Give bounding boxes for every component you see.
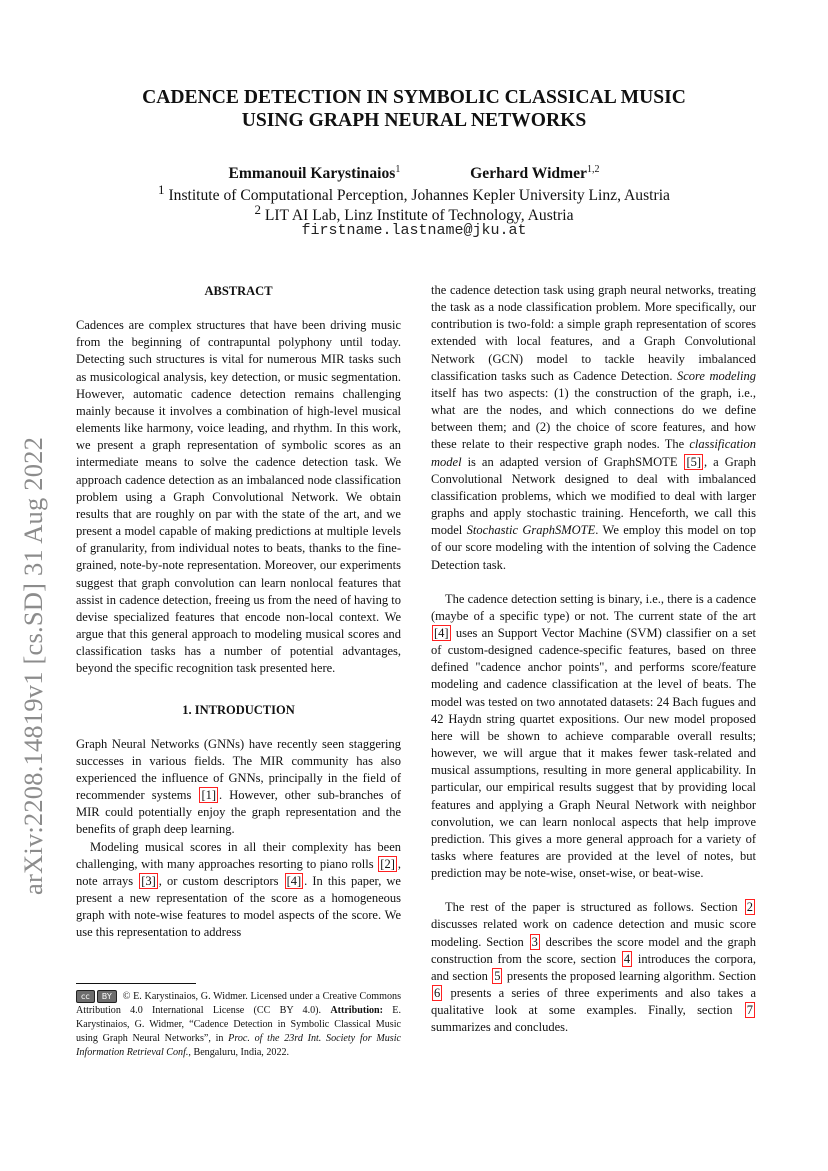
citation-3-link[interactable]: [3] xyxy=(141,873,156,888)
rp3-g: summarizes and concludes. xyxy=(431,1020,569,1035)
intro-paragraph-2 xyxy=(76,839,401,942)
by-icon: BY xyxy=(97,990,117,1003)
rp3-b: discusses related work on cadence detection and music score modeling. Section xyxy=(431,917,756,949)
rp3-e: presents the proposed learning algorithm. Section xyxy=(503,968,756,983)
affiliation-1-mark: 1 xyxy=(158,182,165,197)
affiliation-2-text: LIT AI Lab, Linz Institute of Technology, Austria xyxy=(264,207,574,225)
footnote-text-3: , Bengaluru, India, 2022. xyxy=(188,1047,290,1058)
rp3-a: The rest of the paper is structured as follows. Section xyxy=(445,900,744,915)
rp1-b: itself has two aspects: (1) the construction of the graph, i.e., what are the nodes, and which connections do we define between them; and (2) the choice of score features, and how these relate to their respective graph nodes. The xyxy=(431,385,756,452)
rp1-em-classification-model: classification model xyxy=(431,437,756,469)
arxiv-side-label: arXiv:2208.14819v1 [cs.SD] 31 Aug 2022 xyxy=(18,436,48,895)
footnote-attribution-label: Attribution: xyxy=(330,1005,384,1016)
rp1-a: the cadence detection task using graph neural networks, treating the task as a node classification problem. More specifically, our contribution is two-fold: a simple graph representation of scores extended with local features, and a Graph Convolutional Network (GCN) model to tackle heavily imbalanced classification tasks such as Cadence Detection. xyxy=(431,283,756,383)
section-3-link[interactable]: 3 xyxy=(531,934,538,949)
citation-4-link-right[interactable]: [4] xyxy=(434,625,449,640)
abstract-text: Cadences are complex structures that have been driving music from the beginning of contrapuntal polyphony until today. Detecting such structures is vital for numerous MIR tasks such as musicological analysis, key detection, or music segmentation. However, automatic cadence detection remains challenging mainly because it involves a combination of high-level musical elements like harmony, voice leading, and rhythm. In this work, we present a graph representation of symbolic scores as an intermediate means to solve the cadence detection task. We approach cadence detection as an imbalanced node classification problem using a Graph Convolutional Network. We obtain results that are roughly on par with the state of the art, and we present a model capable of making predictions at multiple levels of granularity, from individual notes to beats, thanks to the fine-grained, note-by-note representation. Moreover, our experiments suggest that graph convolution can learn nonlocal features that assist in cadence detection, freeing us from the need of having to devise specialized features that encode non-local context. We argue that this general approach to modeling musical scores and classification tasks has a number of potential advantages, beyond the specific recognition task presented here. xyxy=(76,318,401,676)
author-2-affil: 1,2 xyxy=(586,164,600,175)
intro-p2-text-d: . In this paper, we present a new representation of the score as a homogeneous graph with note-wise features to model aspects of the score. We use this representation to address xyxy=(76,873,401,940)
citation-4-link[interactable]: [4] xyxy=(286,873,302,888)
intro-paragraph-1 xyxy=(76,736,401,839)
author-email[interactable]: firstname.lastname@jku.at xyxy=(301,222,527,239)
abstract-heading: ABSTRACT xyxy=(204,284,273,298)
rp2-a: The cadence detection setting is binary, i.e., there is a cadence (maybe of a specific type) or not. The current state of the art xyxy=(431,591,756,623)
title-line-1: CADENCE DETECTION IN SYMBOLIC CLASSICAL MUSIC xyxy=(142,87,686,108)
intro-p2-text: Modeling musical scores in all their complexity has been challenging, with many approaches resorting to piano rolls xyxy=(76,839,401,871)
intro-p2-text-b: , note arrays xyxy=(76,856,401,888)
footnote-text-2: E. Karystinaios, G. Widmer, “Cadence Detection in Symbolic Classical Music using Graph Neural Networks”, in xyxy=(76,1005,401,1044)
section-7-link[interactable]: 7 xyxy=(746,1003,753,1018)
rp1-em-stochastic-graphsmote: Stochastic GraphSMOTE xyxy=(466,523,596,538)
left-column xyxy=(76,283,401,941)
rp3-f: presents a series of three experiments and also takes a qualitative look at some examples. Finally, section xyxy=(431,986,756,1018)
right-paragraph-2 xyxy=(431,591,756,883)
section-6-link[interactable]: 6 xyxy=(434,986,441,1001)
rp3-c: describes the score model and the graph construction from the score, section xyxy=(431,934,756,966)
intro-p1-text: Graph Neural Networks (GNNs) have recently seen staggering successes in various fields. The MIR community has also experienced the influence of GNNs, principally in the field of recommender systems xyxy=(76,736,401,803)
section-2-link[interactable]: 2 xyxy=(746,900,753,915)
right-paragraph-1 xyxy=(431,282,756,574)
rp2-b: uses an Support Vector Machine (SVM) classifier on a set of custom-designed cadence-specific features, based on three defined "cadence anchor points", and performs score/feature modeling and cadence classification at the level of beats. The model was tested on two annotated datasets: 24 Bach fugues and 42 Haydn string quartet expositions. Our new model proposed here will be shown to achieve comparable overall results; however, we will argue that it makes fewer task-related and musical assumptions, resulting in more general applicability. In particular, our empirical results suggest that by providing local features and applying a Graph Neural Network with neighbor convolution, we can learn nonlocal aspects that help improve prediction. This gives a more general approach for a variety of tasks where features are provided at the level of notes, but prediction may be note-wise, onset-wise, or beat-wise. xyxy=(431,625,756,881)
author-1-affil: 1 xyxy=(395,164,401,175)
rp3-d: introduces the corpora, and section xyxy=(431,951,756,983)
affiliation-1-text: Institute of Computational Perception, Johannes Kepler University Linz, Austria xyxy=(168,187,670,205)
citation-2-link[interactable]: [2] xyxy=(380,856,395,871)
right-column xyxy=(431,282,756,1037)
section-5-link[interactable]: 5 xyxy=(494,968,501,983)
rp1-em-score-modeling: Score modeling xyxy=(676,368,756,383)
affiliation-2-mark: 2 xyxy=(254,202,261,217)
email-line xyxy=(80,220,748,241)
cc-icon: cc xyxy=(76,990,95,1003)
citation-5-link[interactable]: [5] xyxy=(686,454,702,469)
author-2-name: Gerhard Widmer xyxy=(470,165,587,183)
footnote-venue: Proc. of the 23rd Int. Society for Music Information Retrieval Conf. xyxy=(76,1033,402,1058)
paper-title xyxy=(80,86,748,132)
intro-heading: 1. INTRODUCTION xyxy=(182,703,295,718)
right-paragraph-3 xyxy=(431,899,756,1036)
footnote-text-1: © E. Karystinaios, G. Widmer. Licensed under a Creative Commons Attribution 4.0 International License (CC BY 4.0). xyxy=(76,991,401,1016)
author-1-name: Emmanouil Karystinaios xyxy=(228,165,396,183)
license-footnote xyxy=(76,990,401,1060)
intro-p2-text-c: , or custom descriptors xyxy=(158,873,284,888)
section-4-link[interactable]: 4 xyxy=(623,951,631,966)
intro-p1-text-b: . However, other sub-branches of MIR could potentially enjoy the graph representation and the benefits of graph deep learning. xyxy=(76,788,401,837)
cc-by-badge-icon[interactable] xyxy=(76,990,117,1003)
citation-1-link[interactable]: [1] xyxy=(201,788,217,803)
title-line-2: USING GRAPH NEURAL NETWORKS xyxy=(241,110,587,131)
footnote-rule xyxy=(76,983,196,984)
rp1-c: is an adapted version of GraphSMOTE xyxy=(461,454,684,469)
rp1-d: , a Graph Convolutional Network designed to deal with imbalanced classification problems, which we modified to deal with larger graphs and apply stochastic training. Henceforth, we call this model xyxy=(431,454,756,538)
rp1-e: . We employ this model on top of our score modeling with the intention of solving the Cadence Detection task. xyxy=(431,523,756,572)
